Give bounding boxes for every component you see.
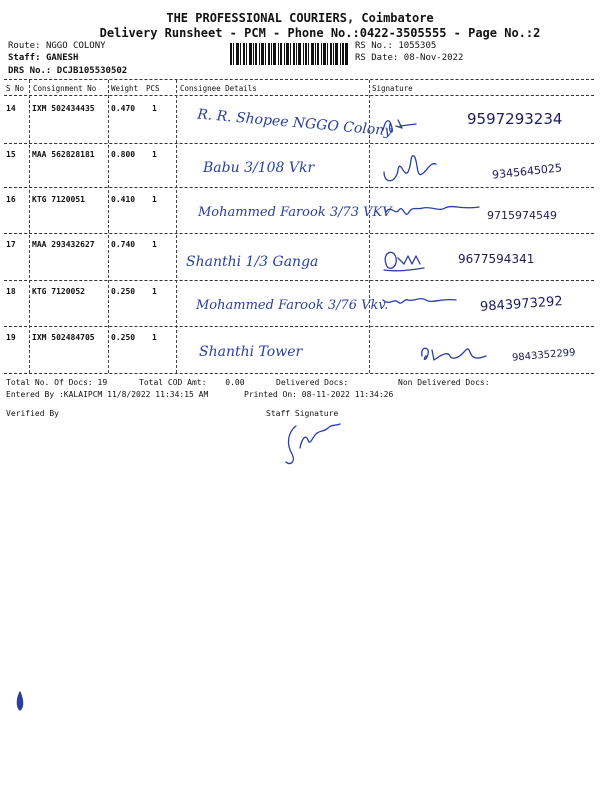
row-sno: 15 (6, 150, 16, 159)
handwritten-consignee: Mohammed Farook 3/73 VKV (198, 205, 392, 220)
row-sno: 18 (6, 287, 16, 296)
total-docs-value: 19 (97, 378, 108, 387)
rs-date-label: RS Date: (355, 53, 399, 63)
row-pcs: 1 (152, 150, 157, 159)
handwritten-signature (418, 338, 493, 368)
rs-number-line (355, 41, 436, 51)
column-header-weight: Weight (111, 84, 139, 93)
table-header-rule (4, 95, 594, 96)
staff-label: Staff: (8, 53, 41, 63)
table-bottom-rule (4, 373, 594, 374)
drs-line (8, 66, 127, 76)
row-consignment-no: MAA 293432627 (32, 240, 95, 249)
handwritten-consignee: Mohammed Farook 3/76 Vkv. (196, 298, 389, 313)
handwritten-consignee: Shanthi Tower (199, 344, 303, 360)
column-divider (176, 80, 177, 373)
rs-date-line (355, 53, 463, 63)
rs-number-value: 1055305 (398, 41, 437, 51)
drs-value: DCJB105530502 (56, 66, 128, 76)
row-pcs: 1 (152, 195, 157, 204)
row-divider (4, 187, 594, 188)
handwritten-phone: 9715974549 (487, 209, 557, 222)
row-consignment-no: KTG 7120051 (32, 195, 85, 204)
total-cod-value: 0.00 (225, 378, 245, 387)
row-sno: 17 (6, 240, 16, 249)
row-weight: 0.410 (111, 195, 136, 204)
row-pcs: 1 (152, 333, 157, 342)
column-header-pcs: PCS (146, 84, 160, 93)
rs-date-value: 08-Nov-2022 (403, 53, 464, 63)
row-consignment-no: MAA 562828181 (32, 150, 95, 159)
row-weight: 0.740 (111, 240, 136, 249)
row-sno: 16 (6, 195, 16, 204)
verified-by-label: Verified By (6, 409, 59, 418)
staff-value: GANESH (45, 53, 79, 63)
total-cod (139, 378, 245, 387)
runsheet-subtitle: Delivery Runsheet - PCM - Phone No.:0422-3505555 - Page No.:2 (99, 26, 541, 40)
handwritten-signature (380, 112, 420, 138)
company-title: THE PROFESSIONAL COURIERS, Coimbatore (166, 11, 434, 25)
column-header-consignee: Consignee Details (180, 84, 257, 93)
ink-mark-icon (14, 690, 26, 712)
handwritten-consignee: Babu 3/108 Vkr (203, 160, 315, 176)
route-line (8, 41, 106, 51)
handwritten-phone: 9345645025 (491, 161, 563, 182)
table-top-rule (4, 79, 594, 80)
column-header-sno: S No (6, 84, 25, 93)
handwritten-signature (380, 244, 440, 276)
barcode-image (230, 43, 348, 65)
row-divider (4, 326, 594, 327)
handwritten-phone: 9597293234 (467, 110, 563, 128)
row-weight: 0.470 (111, 104, 136, 113)
total-cod-label: Total COD Amt: (139, 378, 207, 387)
column-header-consignment: Consignment No (33, 84, 97, 93)
handwritten-consignee: R. R. Shopee NGGO Colony (196, 106, 393, 140)
handwritten-signature (380, 290, 460, 314)
row-divider (4, 143, 594, 144)
row-pcs: 1 (152, 104, 157, 113)
route-label: Route: (8, 41, 41, 51)
row-pcs: 1 (152, 240, 157, 249)
staff-signature-label: Staff Signature (266, 409, 339, 418)
row-weight: 0.250 (111, 333, 136, 342)
rs-number-label: RS No.: (355, 41, 393, 51)
column-header-signature: Signature (372, 84, 413, 93)
row-weight: 0.800 (111, 150, 136, 159)
handwritten-consignee: Shanthi 1/3 Ganga (186, 254, 319, 270)
column-divider (29, 80, 30, 373)
row-divider (4, 280, 594, 281)
handwritten-phone: 9677594341 (458, 252, 535, 266)
total-docs (6, 378, 107, 387)
row-consignment-no: IXM 502484705 (32, 333, 95, 342)
row-consignment-no: KTG 7120052 (32, 287, 85, 296)
row-weight: 0.250 (111, 287, 136, 296)
handwritten-signature (380, 148, 440, 188)
row-sno: 14 (6, 104, 16, 113)
handwritten-phone: 9843973292 (479, 294, 564, 315)
row-consignment-no: IXM 502434435 (32, 104, 95, 113)
route-value: NGGO COLONY (45, 41, 106, 51)
entered-by: Entered By :KALAIPCM 11/8/2022 11:34:15 AM (6, 390, 209, 399)
delivered-docs-label: Delivered Docs: (276, 378, 349, 387)
staff-line (8, 53, 78, 63)
non-delivered-docs-label: Non Delivered Docs: (398, 378, 490, 387)
row-pcs: 1 (152, 287, 157, 296)
handwritten-phone: 9843352299 (511, 347, 576, 364)
staff-handwritten-signature (282, 418, 342, 470)
printed-on: Printed On: 08-11-2022 11:34:26 (244, 390, 394, 399)
handwritten-signature (383, 198, 483, 226)
total-docs-label: Total No. Of Docs: (6, 378, 93, 387)
row-sno: 19 (6, 333, 16, 342)
column-divider (108, 80, 109, 373)
row-divider (4, 233, 594, 234)
drs-label: DRS No.: (8, 66, 52, 76)
